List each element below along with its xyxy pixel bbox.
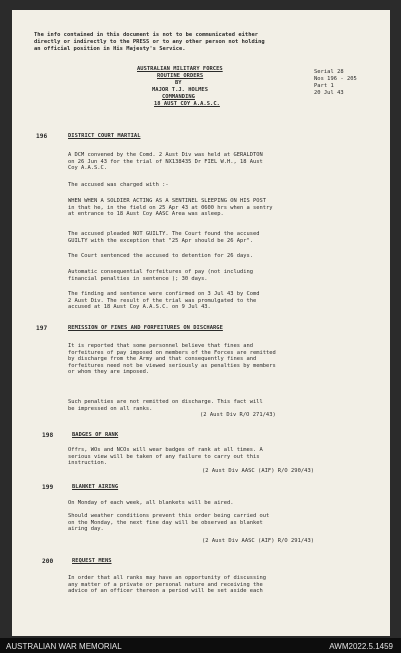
heading-line-2: ROUTINE ORDERS — [157, 73, 204, 79]
order-date: 20 Jul 43 — [314, 90, 344, 96]
archive-footer — [0, 638, 401, 653]
notice-line-3: an official position in His Majesty's Service. — [34, 46, 186, 52]
item-paragraph: A DCM convened by the Comd. 2 Aust Div was held at GERALDTON on 26 Jun 43 for the trial of NX138435 Dr FIEL W.H., 18 Aust Coy A.A.S.C. — [68, 152, 263, 172]
notice-line-1: The info contained in this document is not to be communicated either — [34, 32, 259, 38]
item-number: 199 — [42, 484, 54, 491]
footer-institution: AUSTRALIAN WAR MEMORIAL — [6, 642, 122, 651]
item-title: BADGES OF RANK — [72, 432, 119, 438]
item-paragraph: Such penalties are not remitted on discharge. This fact will be impressed on all ranks. — [68, 399, 263, 412]
notice-line-2: directly or indirectly to the PRESS or to any other person not holding — [34, 39, 265, 45]
heading-line-6: 18 AUST COY A.A.S.C. — [154, 101, 220, 107]
item-number: 198 — [42, 432, 54, 439]
item-reference: (2 Aust Div AASC (AIF) R/O 290/43) — [202, 468, 315, 474]
item-title: REQUEST MENS — [72, 558, 112, 564]
item-paragraph: WHEN WHEN A SOLDIER ACTING AS A SENTINEL SLEEPING ON HIS POST in that he, in the field on 25 Apr 43 at 0600 hrs when a sentry at entrance to 18 Aust Coy AASC Area was asleep. — [68, 198, 273, 218]
heading-line-5: COMMANDING — [162, 94, 195, 100]
item-paragraph: Should weather conditions prevent this order being carried out on the Monday, the next fine day will be observed as blanket airing day. — [68, 513, 270, 533]
item-number: 196 — [36, 133, 48, 140]
item-title: DISTRICT COURT MARTIAL — [68, 133, 141, 139]
footer-accession-number: AWM2022.5.1459 — [329, 642, 393, 651]
item-paragraph: The accused pleaded NOT GUILTY. The Court found the accused GUILTY with the exception that "25 Apr should be 26 Apr". — [68, 231, 260, 244]
item-title: REMISSION OF FINES AND FORFEITURES ON DISCHARGE — [68, 325, 223, 331]
order-numbers: Nos 196 - 205 — [314, 76, 357, 82]
item-title: BLANKET AIRING — [72, 484, 119, 490]
part-number: Part 1 — [314, 83, 334, 89]
item-paragraph: Offrs, WOs and NCOs will wear badges of rank at all times. A serious view will be taken of any failure to carry out this instruction. — [68, 447, 263, 467]
item-paragraph: Automatic consequential forfeitures of pay (not including financial penalties in sentence ); 30 days. — [68, 269, 253, 282]
item-paragraph: In order that all ranks may have an opportunity of discussing any matter of a private or personal nature and receiving the advice of an officer thereon a period will be set aside each — [68, 575, 266, 595]
item-paragraph: It is reported that some personnel believe that fines and forfeitures of pay imposed on members of the Forces are remitted by discharge from the Army and that consequently fines and forfeitures need not be viewed seriously as penalties by members or whom they are imposed. — [68, 343, 276, 376]
document-page — [12, 10, 390, 636]
heading-line-4: MAJOR T.J. HOLMES — [152, 87, 209, 93]
heading-line-1: AUSTRALIAN MILITARY FORCES — [137, 66, 223, 72]
item-reference: (2 Aust Div AASC (AIF) R/O 291/43) — [202, 538, 315, 544]
item-paragraph: The finding and sentence were confirmed on 3 Jul 43 by Comd 2 Aust Div. The result of the trial was promulgated to the accused at 18 Aust Coy A.A.S.C. on 9 Jul 43. — [68, 291, 260, 311]
serial-number: Serial 28 — [314, 69, 344, 75]
heading-line-3: BY — [175, 80, 182, 86]
item-number: 197 — [36, 325, 48, 332]
item-reference: (2 Aust Div R/O 271/43) — [200, 412, 276, 418]
item-number: 200 — [42, 558, 54, 565]
item-paragraph: On Monday of each week, all blankets will be aired. — [68, 500, 234, 506]
item-paragraph: The Court sentenced the accused to detention for 26 days. — [68, 253, 253, 259]
item-paragraph: The accused was charged with :- — [68, 182, 169, 188]
